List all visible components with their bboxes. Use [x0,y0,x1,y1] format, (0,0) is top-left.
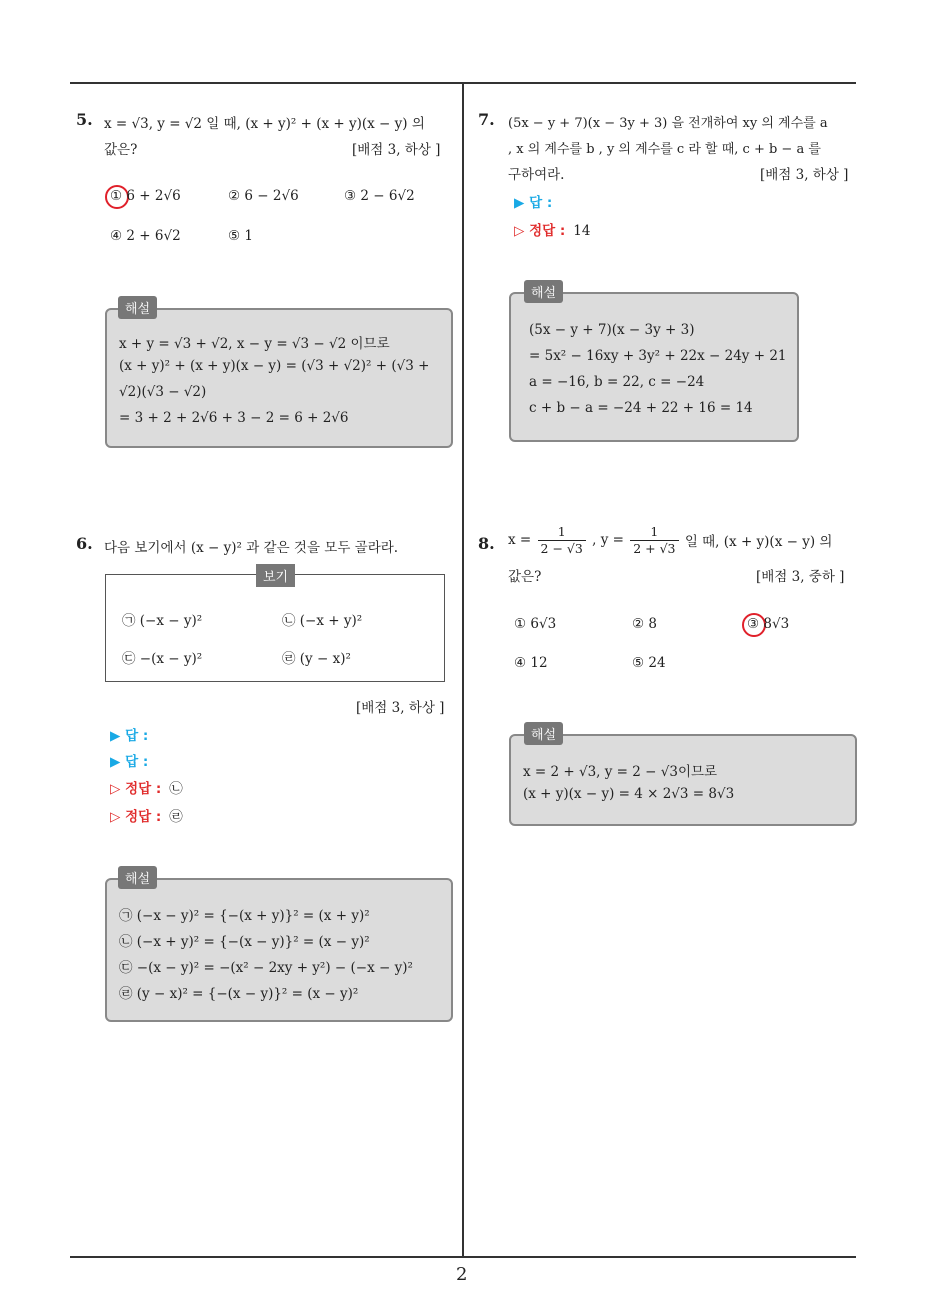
bottom-rule [70,1256,856,1258]
explanation-line: = 3 + 2 + 2√6 + 3 − 2 = 6 + 2√6 [119,410,349,426]
score-difficulty: [배점 3, 하상 ] [352,142,441,158]
choice-5[interactable]: ⑤ 1 [228,228,253,244]
correct-answer-1 [110,777,183,797]
explanation-box [105,308,453,448]
explanation-line: (x + y)(x − y) = 4 × 2√3 = 8√3 [523,786,735,802]
x-prefix: x = [508,532,532,549]
correct-value: ㉡ [169,781,183,797]
explanation-label: 해설 [524,722,563,745]
question-text-line1 [508,524,832,556]
choice-1[interactable]: ① 6√3 [514,616,557,632]
question-text-line2: , x 의 계수를 b , y 의 계수를 c 라 할 때, c + b − a 를 [508,142,821,157]
choice-4[interactable]: ④ 12 [514,655,548,671]
correct-label: ▷ 정답 : [110,781,162,797]
x-numerator: 1 [538,524,586,541]
explanation-line: (5x − y + 7)(x − 3y + 3) [529,322,695,338]
score-difficulty: [배점 3, 중하 ] [756,569,845,585]
explanation-line: ㉣ (y − x)² = {−(x − y)}² = (x − y)² [119,986,359,1002]
explanation-label: 해설 [118,866,157,889]
explanation-box [509,292,799,442]
explanation-line: ㉠ (−x − y)² = {−(x + y)}² = (x + y)² [119,908,370,924]
bogi-item-2: ㉡ (−x + y)² [282,613,363,629]
explanation-line: a = −16, b = 22, c = −24 [529,374,705,390]
choice-3[interactable]: ③ 2 − 6√2 [344,188,415,204]
question-text-line2: 값은? [508,569,542,585]
y-prefix: , y = [592,532,624,549]
correct-answer [514,219,590,239]
explanation-label: 해설 [118,296,157,319]
answer-input-2[interactable]: ▶ 답 : [110,754,149,770]
question-number: 8. [478,534,495,553]
explanation-line: c + b − a = −24 + 22 + 16 = 14 [529,400,753,416]
explanation-line: (x + y)² + (x + y)(x − y) = (√3 + √2)² + (√3 + [119,358,430,374]
correct-value: ㉣ [169,809,183,825]
bogi-item-4: ㉣ (y − x)² [282,651,351,667]
question-text-line1: 다음 보기에서 (x − y)² 과 같은 것을 모두 골라라. [104,540,399,556]
y-denominator: 2 + √3 [633,540,676,556]
explanation-line: x = 2 + √3, y = 2 − √3이므로 [523,764,718,780]
correct-label: ▷ 정답 : [110,809,162,825]
question-number: 7. [478,110,495,129]
explanation-line: √2)(√3 − √2) [119,384,207,400]
question-text-line3: 구하여라. [508,167,565,183]
score-difficulty: [배점 3, 하상 ] [356,700,445,716]
explanation-label: 해설 [524,280,563,303]
bogi-box [105,574,445,682]
question-text-line1: (5x − y + 7)(x − 3y + 3) 을 전개하여 xy 의 계수를 a [508,116,828,131]
correct-value: 14 [573,223,591,239]
choice-5[interactable]: ⑤ 24 [632,655,666,671]
correct-label: ▷ 정답 : [514,223,566,239]
explanation-line: ㉢ −(x − y)² = −(x² − 2xy + y²) − (−x − y)² [119,960,413,976]
question-text-suffix: 일 때, (x + y)(x − y) 의 [684,534,833,551]
explanation-line: = 5x² − 16xy + 3y² + 22x − 24y + 21 [529,348,787,364]
question-text-line2: 값은? [104,142,138,158]
explanation-line: x + y = √3 + √2, x − y = √3 − √2 이므로 [119,336,390,352]
bogi-item-3: ㉢ −(x − y)² [122,651,203,667]
bogi-label: 보기 [256,564,295,587]
explanation-box [509,734,857,826]
score-difficulty: [배점 3, 하상 ] [760,167,849,183]
choice-2[interactable]: ② 6 − 2√6 [228,188,299,204]
question-number: 5. [76,110,93,129]
correct-answer-2 [110,805,183,825]
choice-3[interactable]: ③ 8√3 [747,616,790,632]
explanation-box [105,878,453,1022]
answer-input[interactable]: ▶ 답 : [514,195,553,211]
question-text-line1: x = √3, y = √2 일 때, (x + y)² + (x + y)(x − y) 의 [104,116,425,132]
question-number: 6. [76,534,93,553]
answer-input-1[interactable]: ▶ 답 : [110,728,149,744]
x-denominator: 2 − √3 [540,540,583,556]
bogi-item-1: ㉠ (−x − y)² [122,613,203,629]
y-numerator: 1 [630,524,678,541]
explanation-line: ㉡ (−x + y)² = {−(x − y)}² = (x − y)² [119,934,370,950]
choice-1[interactable]: ① 6 + 2√6 [110,188,181,204]
choice-4[interactable]: ④ 2 + 6√2 [110,228,181,244]
x-fraction [538,524,586,556]
y-fraction [630,524,678,556]
choice-2[interactable]: ② 8 [632,616,657,632]
column-divider [462,82,464,1257]
page-number: 2 [456,1264,468,1285]
